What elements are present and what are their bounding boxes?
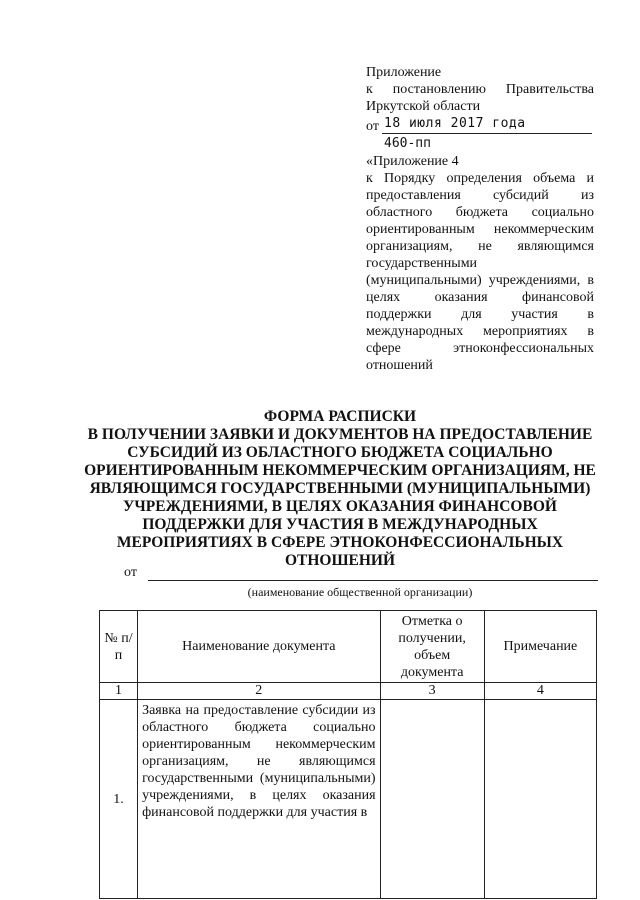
appendix-region: Иркутской области [366,99,481,114]
date-underline [382,133,592,134]
title-line: УЧРЕЖДЕНИЯМИ, В ЦЕЛЯХ ОКАЗАНИЯ ФИНАНСОВОЙ [123,498,557,515]
appendix-block [366,64,594,374]
header-number: № п/п [100,611,138,683]
column-number: 1 [100,683,138,700]
header-doc-name: Наименование документа [138,611,380,683]
row-index: 1. [100,700,138,899]
appendix-to-decree: к постановлению Правительства [366,82,594,97]
form-title [70,408,610,570]
row-note [484,700,596,899]
title-line: МЕРОПРИЯТИЯХ В СФЕРЕ ЭТНОКОНФЕССИОНАЛЬНЫХ [116,534,564,551]
title-line: В ПОЛУЧЕНИИ ЗАЯВКИ И ДОКУМЕНТОВ НА ПРЕДОСТАВЛЕНИЕ [87,426,593,443]
documents-table [99,610,597,899]
row-receipt-mark [380,700,484,899]
decree-date: 18 июля 2017 года [384,116,526,131]
from-prefix: от [124,565,137,580]
from-line [118,565,598,585]
title-line: СУБСИДИЙ ИЗ ОБЛАСТНОГО БЮДЖЕТА СОЦИАЛЬНО [127,444,553,461]
header-note: Примечание [484,611,596,683]
header-receipt-mark: Отметка о получении, объем документа [380,611,484,683]
table-header-row [100,611,597,683]
appendix4-text: к Порядку определения объема и предоставления субсидий из областного бюджета социально ориентированным некоммерческим организациям, не являющимся государственными (муниципальными) учреждениями, в целях оказания финансовой поддержки для участия в международных мероприятиях в сфере этноконфессиональных отношений [366,171,594,373]
title-line: ОТНОШЕНИЙ [284,552,396,569]
appendix-date-row [366,115,594,135]
title-line: ФОРМА РАСПИСКИ [263,408,417,425]
date-prefix: от [366,119,379,134]
decree-number: 460-пп [384,136,431,151]
row-doc-name: Заявка на предоставление субсидии из областного бюджета социально ориентированным некоммерческим организациям, не являющимся государственными (муниципальными) учреждениями, в целях оказания финансовой поддержки для участия в [138,700,380,899]
from-caption: (наименование общественной организации) [247,585,473,599]
title-line: ПОДДЕРЖКИ ДЛЯ УЧАСТИЯ В МЕЖДУНАРОДНЫХ [142,516,538,533]
appendix4-heading: «Приложение 4 [366,154,459,169]
title-line: ОРИЕНТИРОВАННЫМ НЕКОММЕРЧЕСКИМ ОРГАНИЗАЦИЯМ, НЕ [84,462,596,479]
column-number: 4 [484,683,596,700]
column-number: 2 [138,683,380,700]
table-row [100,700,597,899]
appendix-heading: Приложение [366,65,442,80]
column-number-row [100,683,597,700]
organization-name-field [148,580,598,581]
column-number: 3 [380,683,484,700]
title-line: ЯВЛЯЮЩИМСЯ ГОСУДАРСТВЕННЫМИ (МУНИЦИПАЛЬНЫМИ) [89,480,591,497]
